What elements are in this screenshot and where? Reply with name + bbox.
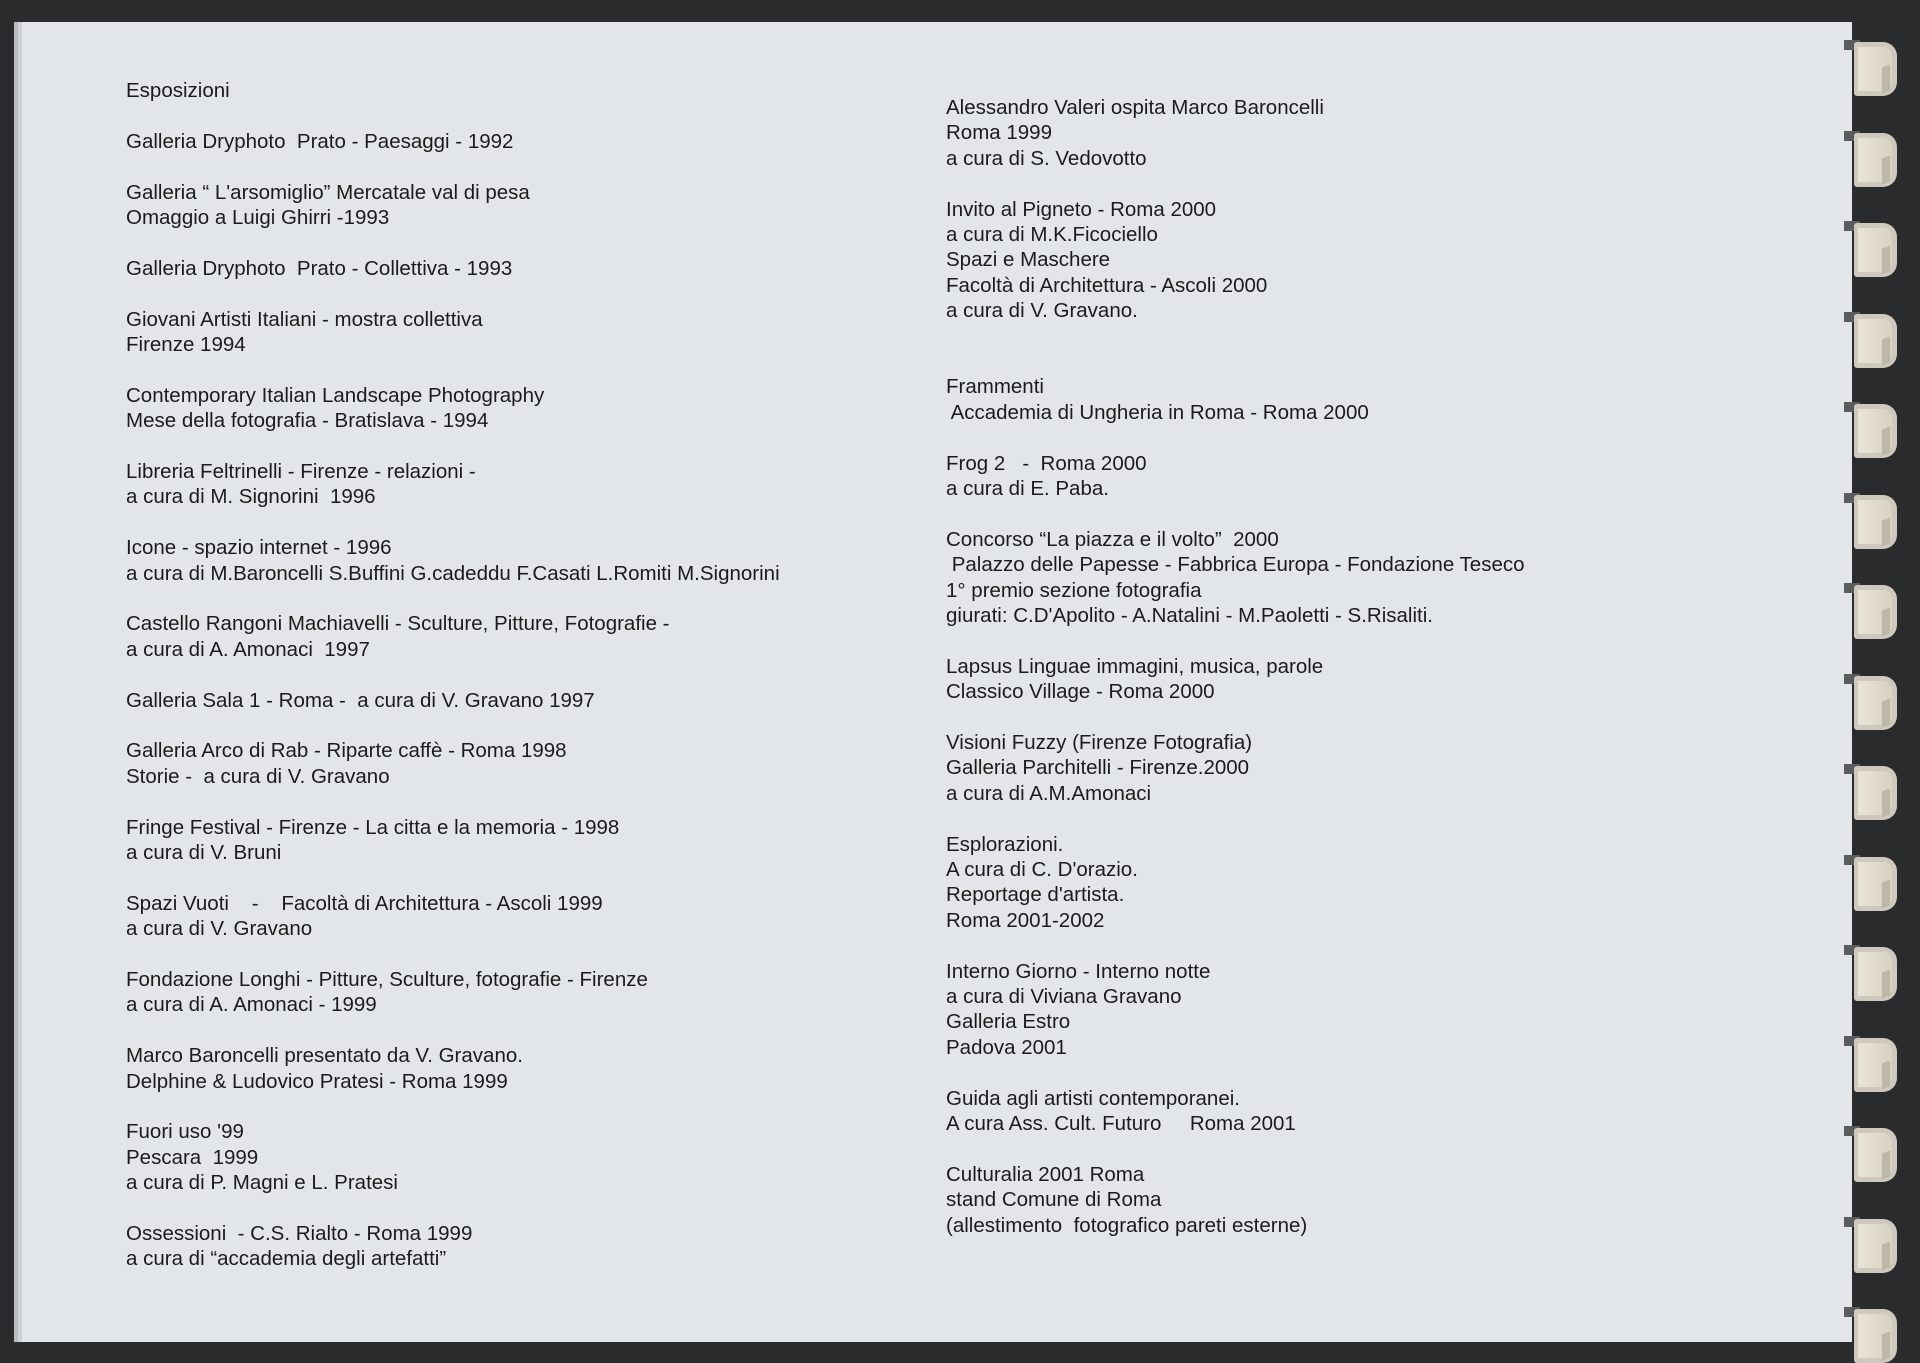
binding-ring	[1844, 1114, 1904, 1174]
exhibition-entry	[946, 95, 1746, 171]
spacer	[946, 349, 1746, 374]
exhibition-entry	[946, 374, 1746, 425]
entry-line: Lapsus Linguae immagini, musica, parole	[946, 654, 1324, 678]
exhibition-entry	[126, 1119, 886, 1195]
exhibition-entry	[946, 959, 1746, 1061]
right-column	[946, 95, 1746, 1264]
entry-line: Omaggio a Luigi Ghirri -1993	[126, 206, 390, 229]
entry-line: Fuori uso '99	[126, 1120, 244, 1144]
entry-line: a cura di M.K.Ficociello	[946, 223, 1158, 247]
entry-line: Concorso “La piazza e il volto” 2000	[946, 527, 1279, 551]
exhibition-entry	[126, 180, 886, 231]
exhibition-entry	[126, 256, 886, 281]
entry-line: 1° premio sezione fotografia	[946, 578, 1202, 602]
exhibition-entry	[126, 1043, 886, 1094]
entry-line: Classico Village - Roma 2000	[946, 680, 1215, 704]
entry-line: a cura di A.M.Amonaci	[946, 781, 1152, 805]
exhibition-entry	[126, 688, 886, 713]
binding-ring	[1844, 752, 1904, 812]
binding-ring	[1844, 571, 1904, 631]
entry-line: Libreria Feltrinelli - Firenze - relazioni -	[126, 460, 476, 483]
entry-line: Alessandro Valeri ospita Marco Baroncelli	[946, 96, 1324, 119]
binding-ring	[1844, 1295, 1904, 1355]
exhibition-entry	[126, 1221, 886, 1272]
entry-line: Roma 2001-2002	[946, 908, 1105, 932]
entry-line: Frammenti	[946, 375, 1044, 399]
binding-ring	[1844, 481, 1904, 541]
entry-line: a cura di “accademia degli artefatti”	[126, 1247, 447, 1271]
exhibition-entry	[126, 307, 886, 358]
exhibition-entry	[946, 832, 1746, 934]
entry-line: Marco Baroncelli presentato da V. Gravano.	[126, 1044, 523, 1068]
entry-line: Castello Rangoni Machiavelli - Sculture, Pitture, Fotografie -	[126, 612, 670, 636]
entry-line: (allestimento fotografico pareti esterne)	[946, 1213, 1308, 1237]
entry-line: a cura di M.Baroncelli S.Buffini G.cadeddu F.Casati L.Romiti M.Signorini	[126, 561, 780, 585]
exhibition-entry	[946, 197, 1746, 324]
entry-line: Spazi Vuoti - Facoltà di Architettura - Ascoli 1999	[126, 891, 603, 915]
exhibition-entry	[946, 730, 1746, 806]
binding-ring	[1844, 1024, 1904, 1084]
entry-line: Facoltà di Architettura - Ascoli 2000	[946, 273, 1268, 297]
exhibition-entry	[946, 451, 1746, 502]
entry-line: Galleria Dryphoto Prato - Paesaggi - 1992	[126, 129, 514, 153]
left-entry-list	[126, 129, 886, 1272]
entry-line: Contemporary Italian Landscape Photography	[126, 383, 545, 407]
entry-line: Visioni Fuzzy (Firenze Fotografia)	[946, 731, 1253, 755]
exhibition-entry	[126, 891, 886, 942]
entry-line: Reportage d'artista.	[946, 883, 1125, 907]
exhibition-entry	[126, 129, 886, 154]
catalog-page	[22, 22, 1852, 1342]
entry-line: Pescara 1999	[126, 1145, 259, 1169]
entry-line: a cura di M. Signorini 1996	[126, 485, 376, 509]
entry-line: Galleria Parchitelli - Firenze.2000	[946, 756, 1250, 780]
binding-ring	[1844, 209, 1904, 269]
spiral-binding	[1832, 0, 1920, 1356]
entry-line: Padova 2001	[946, 1035, 1067, 1059]
entry-line: a cura di Viviana Gravano	[946, 985, 1182, 1009]
entry-line: Galleria “ L'arsomiglio” Mercatale val di pesa	[126, 180, 530, 204]
entry-line: Mese della fotografia - Bratislava - 1994	[126, 409, 489, 433]
entry-line: Fondazione Longhi - Pitture, Sculture, fotografie - Firenze	[126, 968, 648, 992]
section-heading: Esposizioni	[126, 79, 230, 102]
binding-ring	[1844, 28, 1904, 88]
entry-line: a cura di V. Bruni	[126, 841, 282, 865]
entry-line: a cura di A. Amonaci 1997	[126, 637, 370, 661]
entry-line: Galleria Arco di Rab - Riparte caffè - Roma 1998	[126, 739, 567, 763]
binding-ring	[1844, 119, 1904, 179]
entry-line: Galleria Estro	[946, 1010, 1071, 1034]
entry-line: giurati: C.D'Apolito - A.Natalini - M.Paoletti - S.Risaliti.	[946, 604, 1433, 628]
entry-line: a cura di P. Magni e L. Pratesi	[126, 1171, 398, 1195]
entry-line: stand Comune di Roma	[946, 1188, 1162, 1212]
entry-line: Frog 2 - Roma 2000	[946, 451, 1147, 475]
binding-ring	[1844, 843, 1904, 903]
entry-line: a cura di V. Gravano	[126, 917, 313, 941]
entry-line: Guida agli artisti contemporanei.	[946, 1086, 1240, 1110]
entry-line: Invito al Pigneto - Roma 2000	[946, 197, 1217, 221]
entry-line: Ossessioni - C.S. Rialto - Roma 1999	[126, 1222, 473, 1246]
binding-ring	[1844, 933, 1904, 993]
exhibition-entry	[946, 654, 1746, 705]
exhibition-entry	[126, 611, 886, 662]
entry-line: Firenze 1994	[126, 333, 246, 356]
binding-ring	[1844, 300, 1904, 360]
entry-line: Interno Giorno - Interno notte	[946, 959, 1211, 983]
entry-line: a cura di S. Vedovotto	[946, 146, 1147, 170]
entry-line: Storie - a cura di V. Gravano	[126, 764, 390, 788]
binding-ring	[1844, 390, 1904, 450]
entry-line: A cura di C. D'orazio.	[946, 858, 1138, 882]
exhibition-entry	[126, 535, 886, 586]
entry-line: Spazi e Maschere	[946, 248, 1111, 272]
entry-line: Icone - spazio internet - 1996	[126, 536, 392, 560]
entry-line: Roma 1999	[946, 121, 1052, 145]
entry-line: Galleria Sala 1 - Roma - a cura di V. Gravano 1997	[126, 688, 595, 712]
binding-ring	[1844, 1205, 1904, 1265]
entry-line: Giovani Artisti Italiani - mostra collettiva	[126, 307, 483, 331]
entry-line: a cura di V. Gravano.	[946, 299, 1138, 323]
exhibition-entry	[946, 1162, 1746, 1238]
exhibition-entry	[946, 527, 1746, 629]
left-column	[126, 78, 886, 1297]
entry-line: Galleria Dryphoto Prato - Collettiva - 1993	[126, 256, 513, 280]
entry-line: Fringe Festival - Firenze - La citta e la memoria - 1998	[126, 815, 620, 839]
entry-line: Accademia di Ungheria in Roma - Roma 2000	[946, 400, 1369, 424]
exhibition-entry	[126, 383, 886, 434]
exhibition-entry	[126, 738, 886, 789]
right-entry-list	[946, 95, 1746, 1238]
entry-line: A cura Ass. Cult. Futuro Roma 2001	[946, 1112, 1296, 1136]
entry-line: Esplorazioni.	[946, 832, 1064, 856]
entry-line: a cura di A. Amonaci - 1999	[126, 993, 377, 1017]
binding-ring	[1844, 662, 1904, 722]
entry-line: Culturalia 2001 Roma	[946, 1162, 1145, 1186]
entry-line: Delphine & Ludovico Pratesi - Roma 1999	[126, 1069, 508, 1093]
exhibition-entry	[126, 967, 886, 1018]
exhibition-entry	[946, 1086, 1746, 1137]
entry-line: Palazzo delle Papesse - Fabbrica Europa - Fondazione Teseco	[946, 553, 1525, 577]
entry-line: a cura di E. Paba.	[946, 477, 1109, 501]
exhibition-entry	[126, 459, 886, 510]
exhibition-entry	[126, 815, 886, 866]
